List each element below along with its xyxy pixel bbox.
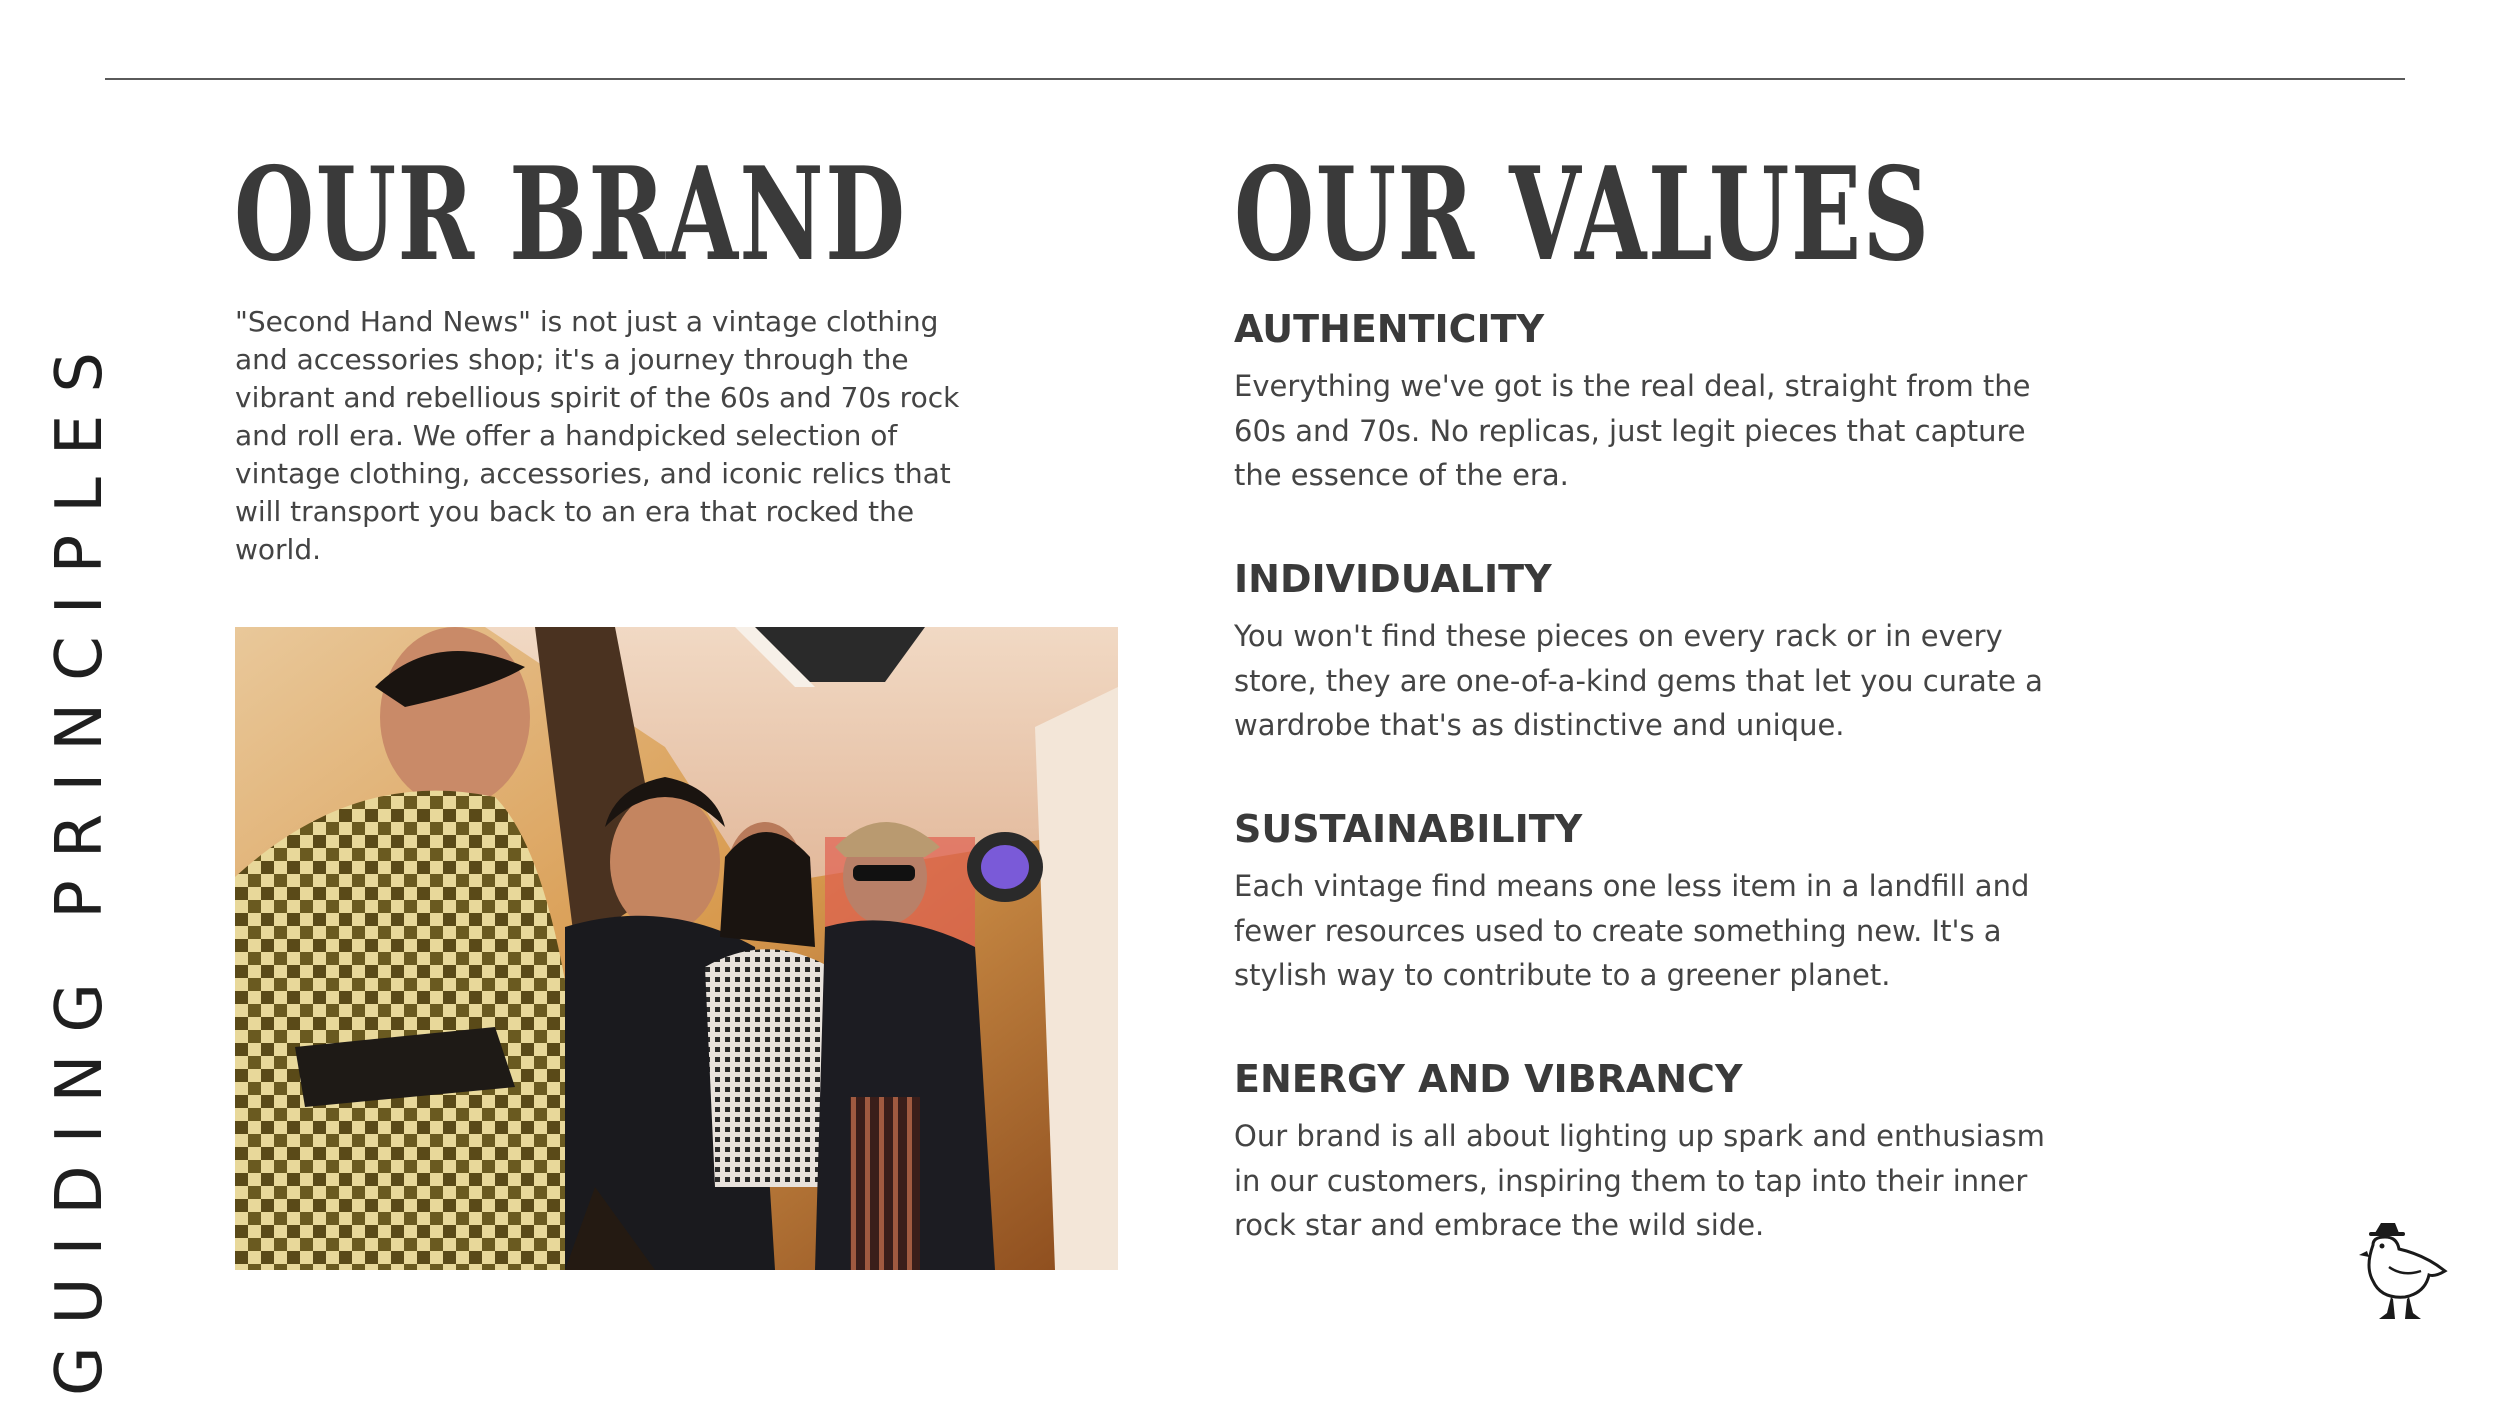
- brand-logo: [2355, 1215, 2455, 1325]
- value-authenticity: [1234, 306, 2054, 498]
- bird-with-hat-icon: [2355, 1215, 2455, 1325]
- value-title: AUTHENTICITY: [1234, 307, 1545, 351]
- value-text: Our brand is all about lighting up spark and enthusiasm in our customers, inspiring them to tap into their inner rock star and embrace the wild side.: [1234, 1119, 2045, 1242]
- side-title: GUIDING PRINCIPLES: [43, 330, 117, 1396]
- value-title: SUSTAINABILITY: [1234, 807, 1583, 851]
- value-sustainability: [1234, 806, 2054, 998]
- brand-heading: OUR BRAND: [234, 140, 907, 290]
- value-text: Everything we've got is the real deal, straight from the 60s and 70s. No replicas, just legit pieces that capture the essence of the era.: [1234, 369, 2031, 492]
- value-title: ENERGY AND VIBRANCY: [1234, 1057, 1743, 1101]
- value-text: Each vintage find means one less item in a landfill and fewer resources used to create something new. It's a stylish way to contribute to a greener planet.: [1234, 869, 2030, 992]
- brand-description: "Second Hand News" is not just a vintage clothing and accessories shop; it's a journey through the vibrant and rebellious spirit of the 60s and 70s rock and roll era. We offer a handpicked selection of vintage clothing, accessories, and iconic relics that will transport you back to an era that rocked the world.: [235, 305, 960, 566]
- value-text: You won't find these pieces on every rack or in every store, they are one-of-a-kind gems that let you curate a wardrobe that's as distinctive and unique.: [1234, 619, 2043, 742]
- values-heading: OUR VALUES: [1234, 140, 1931, 290]
- value-energy-and-vibrancy: [1234, 1056, 2054, 1248]
- group-photo-icon: [235, 627, 1118, 1270]
- value-title: INDIVIDUALITY: [1234, 557, 1552, 601]
- top-divider: [105, 78, 2405, 80]
- value-individuality: [1234, 556, 2054, 748]
- group-photo: [235, 627, 1118, 1270]
